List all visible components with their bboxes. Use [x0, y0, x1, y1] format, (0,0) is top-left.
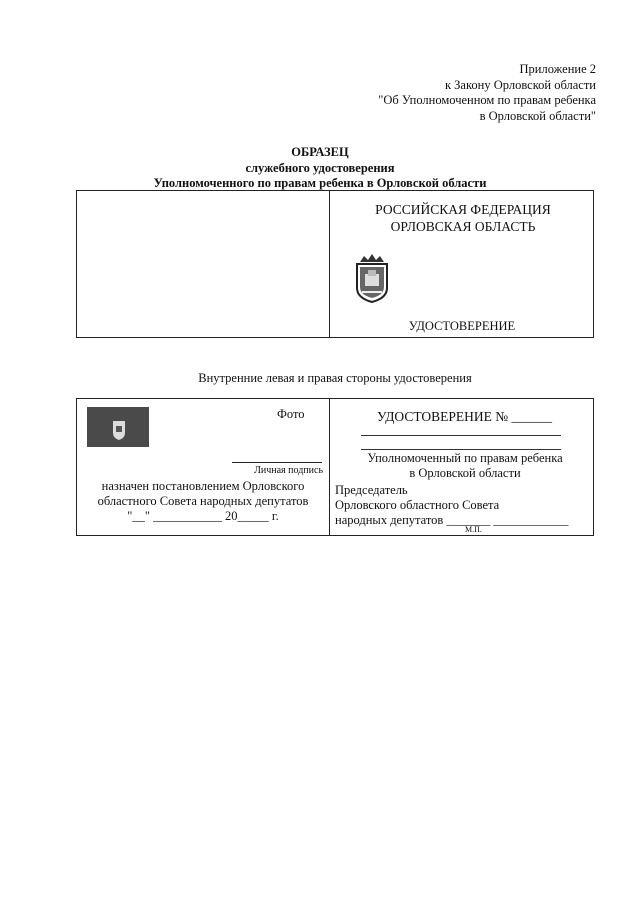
blank-line: [361, 449, 561, 450]
appointment-line: назначен постановлением Орловского: [101, 479, 305, 493]
small-emblem-icon: [87, 407, 149, 447]
certificate-number: УДОСТОВЕРЕНИЕ № ______: [377, 409, 553, 424]
photo-label: Фото: [277, 407, 305, 421]
appointment-text: [77, 479, 329, 524]
cover-divider: [329, 191, 330, 337]
photo-placeholder: [87, 407, 149, 447]
position-title: [341, 451, 589, 481]
annex-header: [378, 62, 596, 124]
cover-region: ОРЛОВСКАЯ ОБЛАСТЬ: [390, 219, 536, 234]
id-cover: [76, 190, 594, 338]
annex-line: к Закону Орловской области: [444, 77, 596, 92]
orel-coat-of-arms-icon: [354, 252, 390, 304]
id-inner-sides: [76, 398, 594, 536]
annex-line: в Орловской области": [479, 108, 596, 123]
blank-line: [361, 435, 561, 436]
cover-country-block: [333, 201, 593, 235]
signature-line: [232, 462, 322, 463]
chairman-line: Председатель: [335, 483, 408, 497]
chairman-line: народных депутатов _______ ____________: [335, 513, 569, 527]
sides-caption: Внутренние левая и правая стороны удостоверения: [198, 371, 472, 385]
chairman-line: Орловского областного Совета: [335, 498, 500, 512]
stamp-place: М.П.: [465, 525, 482, 534]
title-line: Уполномоченного по правам ребенка в Орловской области: [153, 176, 487, 190]
annex-line: Приложение 2: [519, 62, 596, 76]
appointment-line: "__" ___________ 20_____ г.: [127, 509, 279, 523]
title-line: ОБРАЗЕЦ: [291, 145, 349, 159]
cover-label: УДОСТОВЕРЕНИЕ: [408, 319, 516, 333]
title-line: служебного удостоверения: [245, 160, 395, 175]
chairman-block: [335, 483, 568, 528]
signature-label: Личная подпись: [254, 465, 323, 476]
inner-divider: [329, 399, 330, 535]
cover-country: РОССИЙСКАЯ ФЕДЕРАЦИЯ: [375, 202, 551, 217]
document-title: [0, 145, 640, 192]
appointment-line: областного Совета народных депутатов: [97, 494, 309, 508]
position-line: Уполномоченный по правам ребенка: [367, 451, 563, 465]
annex-line: "Об Уполномоченном по правам ребенка: [378, 93, 596, 107]
position-line: в Орловской области: [409, 466, 521, 480]
